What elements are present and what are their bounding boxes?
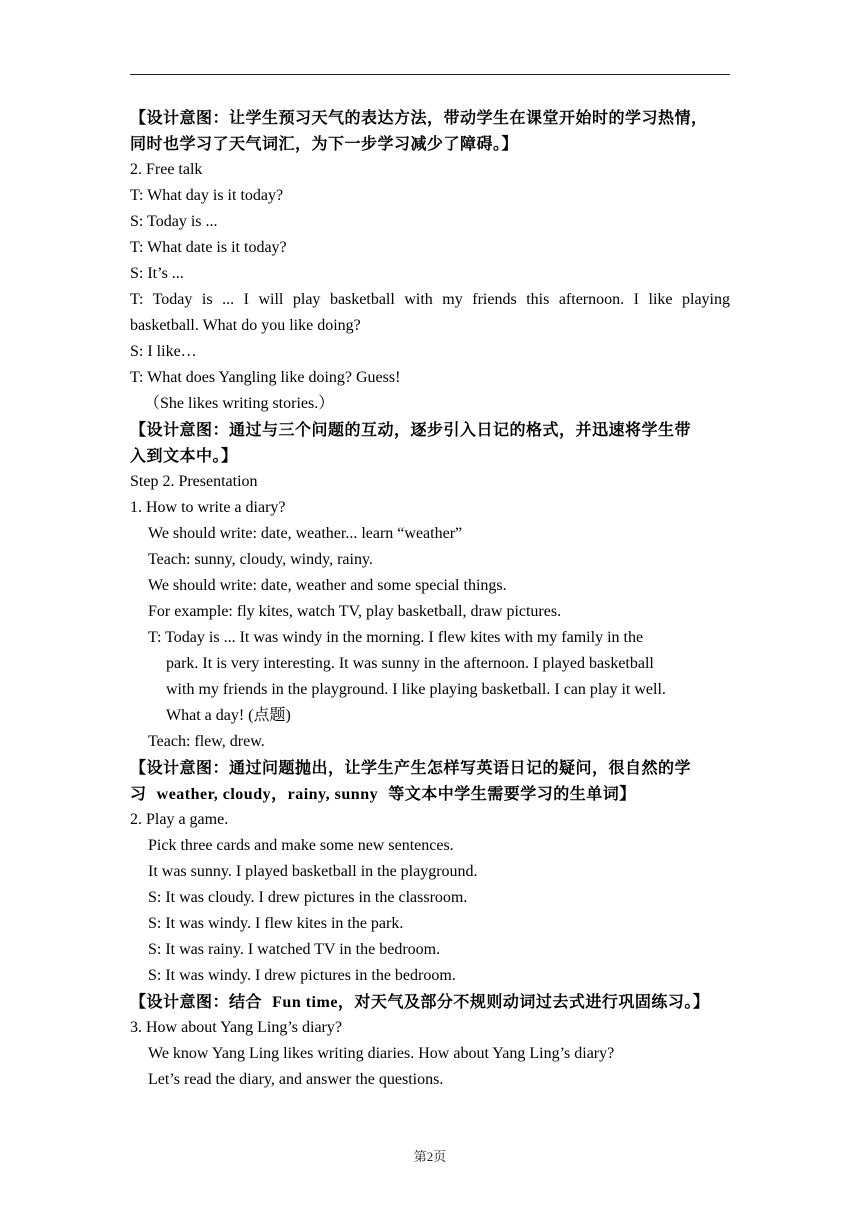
content-line: S: It was rainy. I watched TV in the bedroom. [148, 941, 441, 958]
content-line: S: It was windy. I flew kites in the park. [148, 915, 404, 932]
design-intent-2-line-1: 【设计意图：通过与三个问题的互动，逐步引入日记的格式，并迅速将学生带 [130, 420, 692, 439]
content-line: We should write: date, weather and some special things. [148, 577, 507, 594]
subheading-how-to-write-diary: 1. How to write a diary? [130, 499, 286, 516]
header-rule [130, 74, 730, 75]
subheading-yang-ling-diary: 3. How about Yang Ling’s diary? [130, 1019, 342, 1036]
design-intent-3-line-1: 【设计意图：通过问题抛出，让学生产生怎样写英语日记的疑问，很自然的学 [130, 758, 692, 777]
dialogue-line: S: I like… [130, 343, 197, 360]
content-line-continued: with my friends in the playground. I like playing basketball. I can play it well. [166, 681, 666, 698]
page-number-footer: 第2页 [413, 1149, 447, 1164]
document-body [130, 105, 730, 1093]
content-line: We should write: date, weather... learn “weather” [148, 525, 463, 542]
dialogue-line: T: What date is it today? [130, 239, 287, 256]
design-intent-3-suffix: 等文本中学生需要学习的生单词】 [378, 784, 636, 803]
section-heading-presentation: Step 2. Presentation [130, 473, 258, 490]
subheading-play-a-game: 2. Play a game. [130, 811, 229, 828]
content-line: We know Yang Ling likes writing diaries. How about Yang Ling’s diary? [148, 1045, 615, 1062]
design-intent-4 [130, 989, 730, 1015]
design-intent-4-suffix: ，对天气及部分不规则动词过去式进行巩固练习。】 [337, 992, 710, 1011]
dialogue-line: T: Today is ... I will play basketball with my friends this afternoon. I like playing [130, 291, 730, 308]
dialogue-line: T: What day is it today? [130, 187, 284, 204]
section-heading-free-talk: 2. Free talk [130, 161, 203, 178]
design-intent-3-line-2 [130, 781, 730, 807]
content-line: Teach: sunny, cloudy, windy, rainy. [148, 551, 373, 568]
design-intent-2-line-2: 入到文本中。】 [130, 446, 238, 465]
content-line: It was sunny. I played basketball in the playground. [148, 863, 478, 880]
content-line: Pick three cards and make some new sentences. [148, 837, 454, 854]
design-intent-1-line-2: 同时也学习了天气词汇，为下一步学习减少了障碍。】 [130, 134, 519, 153]
content-line: S: It was cloudy. I drew pictures in the classroom. [148, 889, 468, 906]
content-line: For example: fly kites, watch TV, play basketball, draw pictures. [148, 603, 562, 620]
dialogue-line: S: Today is ... [130, 213, 218, 230]
content-line: Teach: flew, drew. [148, 733, 265, 750]
answer-note: （She likes writing stories.） [144, 395, 335, 412]
design-intent-1-line-1: 【设计意图：让学生预习天气的表达方法，带动学生在课堂开始时的学习热情， [130, 108, 708, 127]
content-line: S: It was windy. I drew pictures in the bedroom. [148, 967, 456, 984]
design-intent-3-prefix: 习 [130, 784, 157, 803]
design-intent-3-vocab: weather, cloudy，rainy, sunny [156, 786, 379, 803]
content-line-continued: park. It is very interesting. It was sunny in the afternoon. I played basketball [166, 655, 654, 672]
content-line-continued: What a day! (点题) [166, 707, 291, 724]
dialogue-line: T: What does Yangling like doing? Guess! [130, 369, 401, 386]
dialogue-line-continued: basketball. What do you like doing? [130, 317, 361, 334]
content-line: T: Today is ... It was windy in the morning. I flew kites with my family in the [148, 629, 644, 646]
dialogue-line: S: It’s ... [130, 265, 184, 282]
content-line: Let’s read the diary, and answer the questions. [148, 1071, 444, 1088]
design-intent-4-fun-time: Fun time [272, 994, 338, 1011]
design-intent-4-prefix: 【设计意图：结合 [130, 992, 273, 1011]
